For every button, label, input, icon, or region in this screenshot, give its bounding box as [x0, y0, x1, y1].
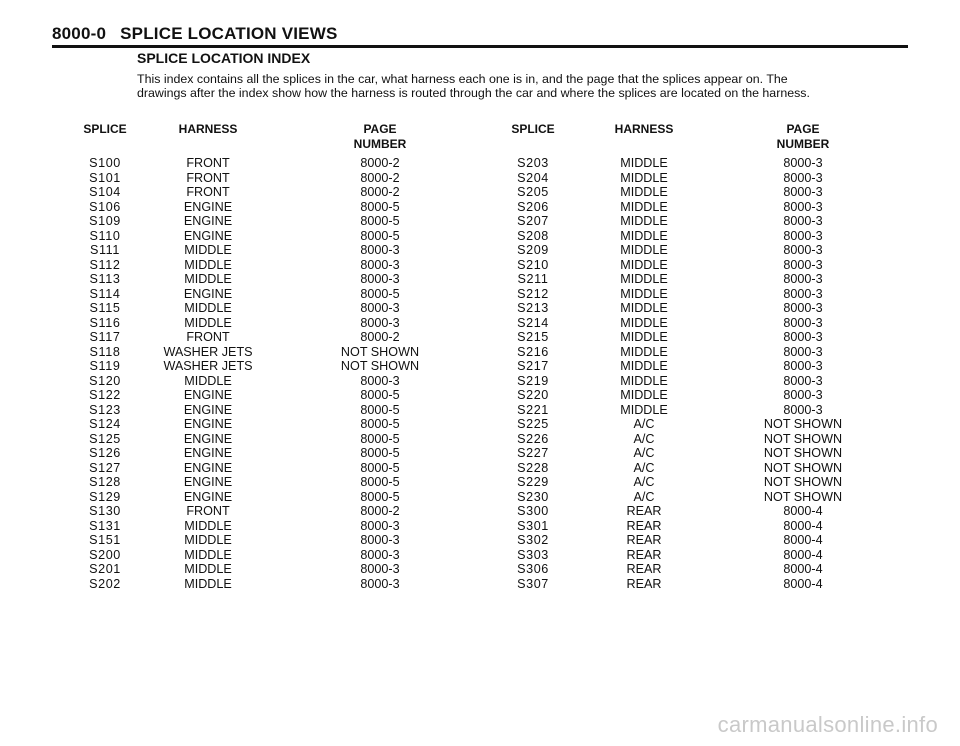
page-number: 8000-2 [360, 504, 400, 518]
splice-id: S115 [89, 301, 121, 315]
splice-id: S229 [517, 475, 549, 489]
header-page-line1: PAGE [363, 122, 397, 136]
harness-name: ENGINE [183, 228, 233, 243]
table-row [62, 475, 892, 490]
page-title: SPLICE LOCATION VIEWS [120, 24, 338, 43]
splice-id: S213 [517, 301, 549, 315]
header-page-line1: PAGE [786, 122, 820, 136]
harness-name: REAR [626, 504, 662, 518]
splice-id: S118 [89, 344, 121, 359]
harness-name: MIDDLE [620, 402, 668, 417]
splice-id: S211 [517, 272, 549, 286]
harness-name: MIDDLE [184, 562, 232, 576]
intro-text: This index contains all the splices in the car, what harness each one is in, and the page that the splices appear on. The drawings after the index show how the harness is routed through the car and where the splices are located on the harness. [137, 72, 810, 101]
table-row [62, 562, 892, 577]
splice-id: S208 [517, 228, 549, 243]
table-row [62, 577, 892, 592]
harness-name: WASHER JETS [163, 359, 253, 373]
harness-name: REAR [626, 518, 662, 533]
page-number: 8000-3 [360, 315, 400, 330]
page-number: 8000-5 [360, 402, 400, 417]
harness-name: MIDDLE [620, 185, 668, 199]
page-number: 8000-3 [360, 533, 400, 547]
splice-id: S220 [517, 388, 549, 402]
splice-id: S217 [517, 359, 549, 373]
splice-id: S100 [89, 156, 121, 170]
splice-id: S302 [517, 533, 549, 547]
header-page-line2: NUMBER [353, 137, 407, 151]
splice-id: S125 [89, 431, 121, 446]
splice-id: S221 [517, 402, 549, 417]
page-number: 8000-3 [783, 257, 823, 272]
table-row [62, 374, 892, 389]
table-row [62, 185, 892, 200]
harness-name: A/C [633, 460, 655, 475]
splice-id: S200 [89, 547, 121, 562]
table-row [62, 156, 892, 171]
splice-id: S101 [89, 170, 121, 185]
intro-paragraph [137, 72, 817, 101]
splice-id: S201 [89, 562, 121, 576]
splice-id: S228 [517, 460, 549, 475]
harness-name: ENGINE [183, 489, 233, 504]
page-number: NOT SHOWN [763, 460, 843, 475]
harness-name: MIDDLE [620, 373, 668, 388]
splice-id: S227 [517, 446, 549, 460]
harness-name: REAR [626, 533, 662, 547]
harness-name: ENGINE [183, 460, 233, 475]
page-number: 8000-5 [360, 489, 400, 504]
harness-name: ENGINE [183, 417, 233, 431]
page-number: 8000-3 [360, 518, 400, 533]
splice-id: S109 [89, 214, 121, 228]
splice-id: S202 [89, 576, 121, 591]
harness-name: FRONT [186, 156, 230, 170]
harness-name: MIDDLE [620, 359, 668, 373]
page-number: 8000-2 [360, 185, 400, 199]
harness-name: FRONT [186, 330, 230, 344]
harness-name: MIDDLE [620, 286, 668, 301]
page-number: 8000-5 [360, 286, 400, 301]
splice-id: S128 [89, 475, 121, 489]
page-number: 8000-5 [360, 228, 400, 243]
page-number: 8000-3 [360, 576, 400, 591]
page-number: 8000-5 [360, 475, 400, 489]
table-row [62, 504, 892, 519]
splice-id: S204 [517, 170, 549, 185]
harness-name: MIDDLE [184, 243, 232, 257]
splice-id: S209 [517, 243, 549, 257]
harness-name: MIDDLE [620, 315, 668, 330]
splice-id: S122 [89, 388, 121, 402]
page-number: 8000-3 [783, 199, 823, 214]
splice-id: S114 [89, 286, 121, 301]
splice-id: S151 [89, 533, 121, 547]
table-row [62, 417, 892, 432]
table-row [62, 548, 892, 563]
page-number: 8000-2 [360, 170, 400, 185]
splice-id: S130 [89, 504, 121, 518]
page-number: NOT SHOWN [763, 475, 843, 489]
splice-id: S119 [89, 359, 121, 373]
harness-name: ENGINE [183, 431, 233, 446]
page-number: 8000-3 [783, 402, 823, 417]
harness-name: A/C [633, 446, 655, 460]
harness-name: ENGINE [183, 402, 233, 417]
harness-name: MIDDLE [620, 301, 668, 315]
harness-name: MIDDLE [620, 170, 668, 185]
harness-name: A/C [633, 475, 655, 489]
harness-name: MIDDLE [620, 214, 668, 228]
splice-id: S301 [517, 518, 549, 533]
page-number: 8000-4 [783, 504, 823, 518]
harness-name: MIDDLE [620, 228, 668, 243]
header-harness: HARNESS [178, 122, 238, 136]
table-row [62, 446, 892, 461]
splice-id: S203 [517, 156, 549, 170]
header-page-number-2 [714, 122, 892, 156]
splice-id: S117 [89, 330, 121, 344]
page-number: 8000-3 [783, 214, 823, 228]
table-row [62, 345, 892, 360]
harness-name: A/C [633, 417, 655, 431]
table-row [62, 287, 892, 302]
splice-id: S104 [89, 185, 121, 199]
page-number: 8000-3 [783, 301, 823, 315]
splice-id: S205 [517, 185, 549, 199]
harness-name: MIDDLE [620, 388, 668, 402]
watermark: carmanualsonline.info [717, 712, 938, 737]
page-number: 8000-3 [783, 286, 823, 301]
page-number: NOT SHOWN [763, 417, 843, 431]
splice-id: S303 [517, 547, 549, 562]
splice-id: S111 [90, 243, 120, 257]
table-row [62, 229, 892, 244]
section-title: SPLICE LOCATION INDEX [137, 50, 311, 66]
harness-name: ENGINE [183, 446, 233, 460]
page-number: 8000-3 [360, 243, 400, 257]
page-number: 8000-3 [783, 344, 823, 359]
page-number: 8000-3 [783, 388, 823, 402]
page-number: 8000-3 [783, 185, 823, 199]
harness-name: A/C [633, 489, 655, 504]
splice-id: S124 [89, 417, 121, 431]
harness-name: ENGINE [183, 199, 233, 214]
harness-name: MIDDLE [620, 199, 668, 214]
page-number: NOT SHOWN [763, 446, 843, 460]
page-number: NOT SHOWN [340, 359, 420, 373]
header-harness-2: HARNESS [614, 122, 674, 136]
splice-id: S214 [517, 315, 549, 330]
harness-name: REAR [626, 547, 662, 562]
page-number: 8000-4 [783, 562, 823, 576]
splice-id: S116 [89, 315, 121, 330]
splice-id: S306 [517, 562, 549, 576]
harness-name: MIDDLE [184, 257, 232, 272]
page-code: 8000-0 [52, 24, 107, 43]
harness-name: MIDDLE [620, 156, 668, 170]
page-number: 8000-3 [783, 272, 823, 286]
harness-name: ENGINE [183, 475, 233, 489]
harness-name: WASHER JETS [163, 344, 253, 359]
page-header [52, 22, 908, 48]
page-number: 8000-3 [360, 301, 400, 315]
page-number: 8000-3 [783, 156, 823, 170]
header-splice: SPLICE [83, 122, 127, 136]
harness-name: FRONT [186, 170, 230, 185]
table-row [62, 359, 892, 374]
page-number: 8000-3 [360, 562, 400, 576]
page-number: 8000-3 [783, 315, 823, 330]
page-number: 8000-3 [360, 272, 400, 286]
page-number: 8000-3 [360, 373, 400, 388]
splice-id: S113 [89, 272, 121, 286]
page-number: 8000-4 [783, 576, 823, 591]
page-number: 8000-5 [360, 199, 400, 214]
splice-id: S126 [89, 446, 121, 460]
table-row [62, 330, 892, 345]
splice-id: S300 [517, 504, 549, 518]
page-number: 8000-3 [360, 547, 400, 562]
page-number: 8000-2 [360, 330, 400, 344]
harness-name: REAR [626, 576, 662, 591]
splice-id: S106 [89, 199, 121, 214]
harness-name: MIDDLE [620, 344, 668, 359]
splice-index-table [62, 122, 892, 591]
table-row [62, 200, 892, 215]
harness-name: FRONT [186, 185, 230, 199]
table-row [62, 316, 892, 331]
page-number: NOT SHOWN [763, 489, 843, 504]
table-row [62, 272, 892, 287]
splice-id: S206 [517, 199, 549, 214]
harness-name: MIDDLE [184, 518, 232, 533]
splice-id: S110 [89, 228, 121, 243]
harness-name: MIDDLE [620, 330, 668, 344]
page-number: 8000-3 [783, 243, 823, 257]
page-number: 8000-2 [360, 156, 400, 170]
page-number: 8000-3 [783, 359, 823, 373]
page-number: 8000-5 [360, 431, 400, 446]
harness-name: MIDDLE [184, 576, 232, 591]
table-row [62, 403, 892, 418]
splice-id: S129 [89, 489, 121, 504]
harness-name: MIDDLE [184, 547, 232, 562]
splice-id: S225 [517, 417, 549, 431]
page-number: 8000-3 [783, 228, 823, 243]
harness-name: MIDDLE [620, 272, 668, 286]
header-page-number [268, 122, 492, 156]
harness-name: REAR [626, 562, 662, 576]
page-number: 8000-3 [360, 257, 400, 272]
harness-name: MIDDLE [620, 257, 668, 272]
harness-name: MIDDLE [184, 301, 232, 315]
table-header-row [62, 122, 892, 156]
page-number: 8000-4 [783, 533, 823, 547]
page-number: 8000-4 [783, 547, 823, 562]
splice-id: S112 [89, 257, 121, 272]
page-number: 8000-3 [783, 373, 823, 388]
page-number: 8000-5 [360, 388, 400, 402]
splice-id: S212 [517, 286, 549, 301]
table-row [62, 533, 892, 548]
harness-name: MIDDLE [184, 272, 232, 286]
table-row [62, 432, 892, 447]
table-row [62, 171, 892, 186]
harness-name: MIDDLE [184, 533, 232, 547]
table-row [62, 301, 892, 316]
splice-id: S230 [517, 489, 549, 504]
table-row [62, 243, 892, 258]
harness-name: MIDDLE [620, 243, 668, 257]
table-row [62, 461, 892, 476]
harness-name: FRONT [186, 504, 230, 518]
table-row [62, 519, 892, 534]
page-number: 8000-5 [360, 446, 400, 460]
page-number: NOT SHOWN [763, 431, 843, 446]
splice-id: S216 [517, 344, 549, 359]
splice-id: S226 [517, 431, 549, 446]
header-page-line2: NUMBER [776, 137, 830, 151]
splice-id: S219 [517, 373, 549, 388]
table-row [62, 258, 892, 273]
table-row [62, 388, 892, 403]
splice-id: S120 [89, 373, 121, 388]
splice-id: S307 [517, 576, 549, 591]
page-number: 8000-4 [783, 518, 823, 533]
page-number: 8000-5 [360, 214, 400, 228]
table-row [62, 490, 892, 505]
page-number: 8000-3 [783, 170, 823, 185]
harness-name: A/C [633, 431, 655, 446]
splice-id: S210 [517, 257, 549, 272]
table-row [62, 214, 892, 229]
page-number: 8000-5 [360, 460, 400, 475]
splice-id: S131 [89, 518, 121, 533]
splice-id: S207 [517, 214, 549, 228]
harness-name: ENGINE [183, 388, 233, 402]
harness-name: ENGINE [183, 286, 233, 301]
splice-id: S127 [89, 460, 121, 475]
harness-name: MIDDLE [184, 373, 232, 388]
table-body [62, 156, 892, 591]
harness-name: MIDDLE [184, 315, 232, 330]
page-number: 8000-3 [783, 330, 823, 344]
page-number: 8000-5 [360, 417, 400, 431]
header-splice-2: SPLICE [511, 122, 555, 136]
splice-id: S215 [517, 330, 549, 344]
splice-id: S123 [89, 402, 121, 417]
page-number: NOT SHOWN [340, 344, 420, 359]
harness-name: ENGINE [183, 214, 233, 228]
